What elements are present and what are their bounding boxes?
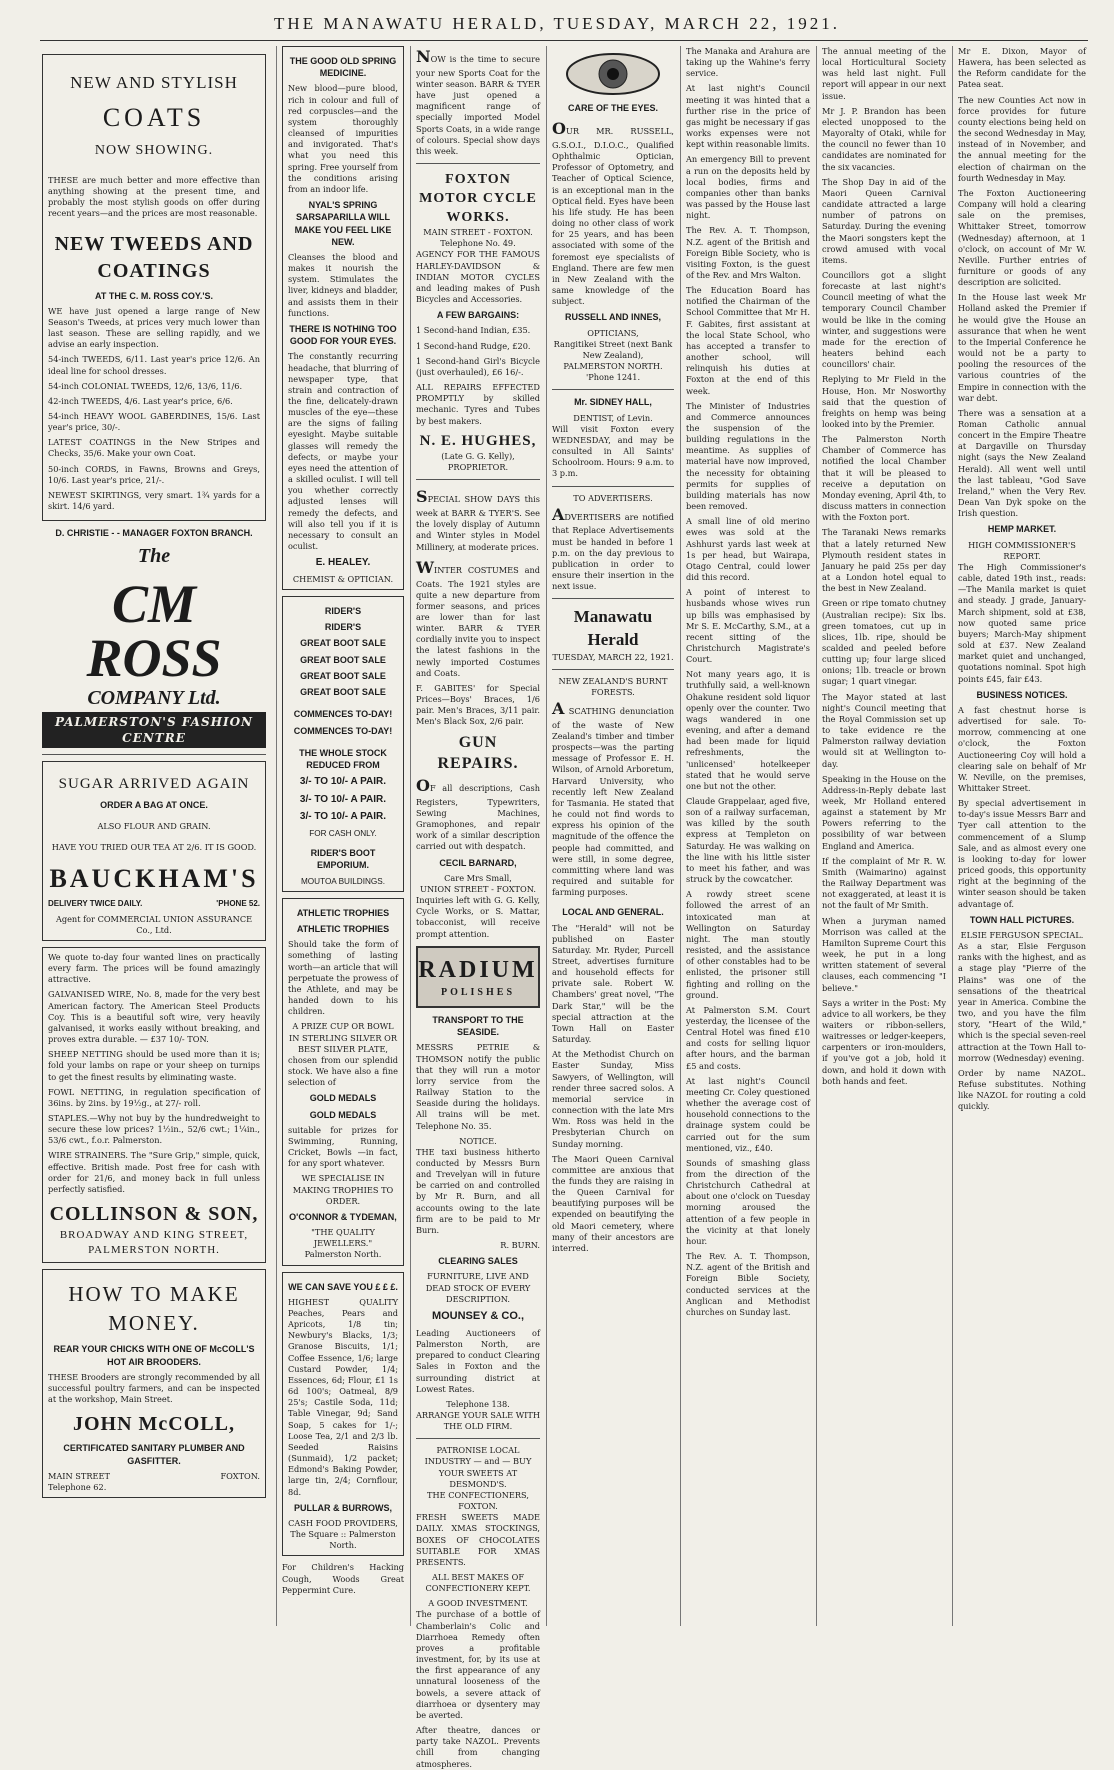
news-item: A small line of old merino ewes was sold at the Ashhurst yards last week at 1s per head, but Wairapa, Otago Central, could lower did this record.	[686, 516, 810, 583]
news-item: In the House last week Mr Holland asked the Premier if he would give the House an assurance that when he went to the Imperial Conference he would not be a party to pooling the resources of the various countries of the Empire in connection with the war debt.	[958, 292, 1086, 403]
column-5	[686, 46, 810, 1626]
repairs: ALL REPAIRS EFFECTED PROMPTLY by skilled mechanic. Tyres and Tubes by best makers.	[416, 382, 540, 426]
bauckham-name: BAUCKHAM'S	[49, 864, 259, 894]
riders-title: RIDER'S	[324, 622, 362, 633]
medals: GOLD MEDALS	[309, 1093, 377, 1104]
pair-price: 3/- TO 10/- A PAIR.	[299, 776, 387, 788]
hughes-sub: (Late G. G. Kelly),	[441, 451, 515, 462]
pair-price: 3/- TO 10/- A PAIR.	[299, 811, 387, 823]
oconnor-town: Palmerston North.	[304, 1249, 382, 1260]
foxton-title: FOXTON MOTOR CYCLE WORKS.	[419, 172, 537, 226]
news-item: A rowdy street scene followed the arrest of an intoxicated man at Wellington on Saturday night. The man stoutly resisted, and the assistance of other constables had to be enlisted, the prisoner still fighting and rolling on the ground.	[686, 889, 810, 1000]
paper-date: TUESDAY, MARCH 22, 1921.	[552, 651, 674, 662]
collinson-name: COLLINSON & SON,	[49, 1203, 259, 1226]
healey-ad	[282, 46, 404, 590]
pullar-sub: CASH FOOD PROVIDERS,	[288, 1517, 398, 1528]
athletic-title: ATHLETIC TROPHIES	[296, 907, 390, 918]
news-item: When a juryman named Morrison was called at the Hamilton Supreme Court this week, he put in a long written statement of several clauses, each commencing "I believe."	[822, 915, 946, 993]
investment-body: The purchase of a bottle of Chamberlain's Colic and Diarrhoea Remedy often proves a profitable investment, for, by its use at the first appearance of any unnatural looseness of the bowels, a severe attack of diarrhoea or dysentery may be averted.	[416, 1609, 540, 1720]
wire-body: We quote to-day four wanted lines on practically every farm. The prices will be found amazingly attractive.	[48, 951, 260, 985]
boot-sale: GREAT BOOT SALE	[300, 687, 386, 698]
wire-item: SHEEP NETTING should be used more than it is; fold your lambs on rape or your sheep on turnips to get the finest results by eliminating waste.	[48, 1049, 260, 1082]
radium-sub: POLISHES	[440, 987, 516, 999]
russell-addr: Rangitikei Street (next Bank New Zealand), PALMERSTON NORTH.	[553, 338, 673, 372]
barnard-note: Inquiries left with G. G. Kelly, Cycle Works, or S. Mattar, tobacconist, will receive prompt attention.	[416, 895, 540, 939]
news-item: Green or ripe tomato chutney (Australian recipe): Six lbs. green tomatoes, cut up in slices, 1lb. ripe, should be scalded and peeled before cutting up; four large sliced onions; 1lb. treacle or brown sugar; 1 quart vinegar.	[822, 598, 946, 687]
top-rule	[40, 40, 1088, 41]
news-item: A point of interest to husbands whose wives run up bills was emphasised by Mr S. E. McCarthy, S.M., at a recent sitting of the Christchurch Magistrate's Court.	[686, 587, 810, 665]
collinson-town: PALMERSTON NORTH.	[88, 1244, 220, 1257]
manager-line: D. CHRISTIE - - MANAGER FOXTON BRANCH.	[55, 528, 253, 539]
news-item: There was a sensation at a Roman Catholic annual concert in the Empire Theatre at Dargaville on Thursday night (says the New Zealand Herald). All went well until the last tableau, "God Save Ireland," when the Very Rev. Dean Van Dyk spoke on the Irish question.	[958, 407, 1086, 519]
tweeds-body: WE have just opened a large range of New Season's Tweeds, at prices very much lower than last season. These are selling rapidly, and we advise an early inspection.	[48, 305, 260, 350]
oconnor-sub: "THE QUALITY JEWELLERS."	[311, 1227, 375, 1249]
save-title: WE CAN SAVE YOU £ £ £.	[288, 1281, 398, 1292]
bargain-item: 1 Second-hand Indian, £35.	[416, 325, 531, 336]
tweeds-item: 54-inch TWEEDS, 6/11. Last year's price 12/6. An ideal line for school dresses.	[48, 354, 260, 376]
column-6	[822, 46, 946, 1626]
foxton-phone: Telephone No. 49.	[440, 238, 516, 249]
news-item: Sounds of smashing glass from the direction of the Christchurch Cathedral at about one o'clock on Tuesday morning aroused the attention of a few people in the vicinity at that lonely hour.	[686, 1157, 810, 1246]
news-item: Mr E. Dixon, Mayor of Hawera, has been selected as the Reform candidate for the Patea seat.	[958, 46, 1086, 90]
gun-body: OF all descriptions, Cash Registers, Typewriters, Sewing Machines, Gramophones, and repair work of a similar description carried out with despatch.	[416, 776, 540, 852]
medals: GOLD MEDALS	[309, 1109, 377, 1120]
confectioners: THE CONFECTIONERS, FOXTON.	[427, 1489, 529, 1512]
masthead: THE MANAWATU HERALD, TUESDAY, MARCH 22, 1921.	[274, 14, 840, 33]
hemp-sub: HIGH COMMISSIONER'S REPORT.	[968, 539, 1076, 561]
barnard-addr: UNION STREET - FOXTON.	[420, 883, 536, 894]
collinson-ad	[42, 947, 266, 1263]
column-7	[958, 46, 1086, 1626]
hemp-title: HEMP MARKET.	[987, 524, 1057, 535]
news-item: The Palmerston North Chamber of Commerce has notified the local Chamber that it will be pleased to receive a deputation on Monday evening, April 4th, to discuss matters in connection with the Foxton port.	[822, 434, 946, 523]
pullar-name: PULLAR & BURROWS,	[294, 1502, 392, 1513]
news-item: Mr J. P. Brandon has been elected unopposed to the Mayoralty of Otaki, while for the council no fewer than 10 candidates are nominated for the six vacancies.	[822, 105, 946, 172]
notice-body: THE taxi business hitherto conducted by Messrs Burn and Trevelyan will in future be carried on and controlled by Mr R. Burn, and all accounts owing to the late firm are to be paid to Mr Burn.	[416, 1146, 540, 1235]
coats-title-1: NEW AND STYLISH	[70, 73, 238, 92]
mccoll-phone: Telephone 62.	[48, 1482, 107, 1493]
column-4	[552, 46, 674, 1626]
mounsey-body: Leading Auctioneers of Palmerston North, are prepared to conduct Clearing Sales in Foxton and the surrounding district at Lowest Rates.	[416, 1327, 540, 1394]
transport-body: MESSRS PETRIE & THOMSON notify the public that they will run a motor lorry service from the Railway Station to the Seaside during the holidays. All trains will be met. Telephone No. 35.	[416, 1042, 540, 1131]
mccoll-town: FOXTON.	[220, 1470, 260, 1481]
bauckham-ad	[42, 761, 266, 940]
local-body: The "Herald" will not be published on Easter Saturday. Mr. Ryder, Purcell Street, advertises furniture and household effects for private sale. Robert W. Chambers' great novel, "The Dark Star," will be the special attraction at the Town Hall on Easter Saturday.	[552, 922, 674, 1045]
mccoll-addr: MAIN STREET	[48, 1470, 110, 1481]
winter-body: WINTER COSTUMES and Coats. The 1921 styles are quite a new departure from former seasons, and prices are lower than for last winter. BARR & TYER cordially invite you to inspect the latest fashions in the newly imported Costumes and Coats.	[416, 557, 540, 678]
news-item: The Rev. A. T. Thompson, N.Z. agent of the British and Foreign Bible Society, who is visiting Foxton, is the guest of the Rev. and Mrs Walton.	[686, 225, 810, 280]
radium-title: RADIUM	[418, 956, 538, 983]
column-2	[282, 46, 404, 1626]
news-item: The Rev. A. T. Thompson, N.Z. agent of the British and Foreign Bible Society, conducted services at the Anglican and Methodist churches on Sunday last.	[686, 1251, 810, 1317]
news-item: The Shop Day in aid of the Maori Queen Carnival candidate attracted a large number of patrons on Saturday. During the evening the Maori songsters kept the crowd amused with vocal items.	[822, 176, 946, 265]
tweeds-item: NEWEST SKIRTINGS, very smart. 1¾ yards for a skirt. 14/6 yard.	[48, 489, 260, 512]
clearing-title: CLEARING SALES	[438, 1256, 518, 1267]
foxton-addr: MAIN STREET - FOXTON.	[423, 227, 533, 238]
barnard-name: CECIL BARNARD,	[439, 857, 517, 868]
money-title: HOW TO MAKE MONEY.	[68, 1282, 240, 1335]
prize-body: chosen from our splendid stock. We have also a fine selection of	[288, 1054, 398, 1088]
forests-title: NEW ZEALAND'S BURNT FORESTS.	[558, 675, 668, 697]
tweeds-title: NEW TWEEDS AND COATINGS	[54, 233, 254, 283]
commences: COMMENCES TO-DAY!	[293, 709, 393, 720]
gabites: F. GABITES' for Special Prices—Boys' Braces, 1/6 pair. Men's Braces, 3/11 pair. Men's Black Sox, 2/6 pair.	[416, 682, 540, 727]
news-item: The Minister of Industries and Commerce announces the suspension of the building regulations in the meantime. As supplies of material have now improved, the necessity for obtaining permits for supplies of building materials has now been removed.	[686, 400, 810, 512]
boot-sale: GREAT BOOT SALE	[300, 654, 386, 665]
collinson-addr: BROADWAY AND KING STREET,	[59, 1229, 249, 1242]
ross-centre: PALMERSTON'S FASHION CENTRE	[42, 712, 266, 749]
news-item: At last night's Council meeting it was hinted that a further rise in the price of gas might be necessary if gas works expenses were not kept within reasonable limits.	[686, 83, 810, 150]
agent-line: Agent for COMMERCIAL UNION ASSURANCE Co., Ltd.	[55, 913, 253, 935]
trophies-ad	[282, 898, 404, 1266]
athletic-body: Should take the form of something of lasting worth—an article that will perpetuate the prowess of the Athlete, and may be handed down to his children.	[288, 939, 398, 1017]
specialise: WE SPECIALISE IN MAKING TROPHIES TO ORDER.	[292, 1173, 394, 1206]
eyes-body: OUR MR. RUSSELL, G.S.O.I., D.I.O.C., Qualified Ophthalmic Optician, Professor of Optometry, and Teacher of Optical Science, is an exceptional man in the Optical field. Eyes have been his life study. He has been doing no other class of work for 25 years, and has been associated with some of the foremost eye specialists of England. There are few men in New Zealand with the same knowledge of the subject.	[552, 119, 674, 307]
russell-phone: 'Phone 1241.	[585, 372, 641, 383]
hemp-body: The High Commissioner's cable, dated 19th inst., reads:—The Manila market is quiet and steady. J grade, January-March shipment, sold at £38, now quoted same price buyers; March-May shipment sold at £37. New Zealand market quiet and unchanged, quotations nominal. Spot high points £45, fair £43.	[958, 561, 1086, 684]
town-title: TOWN HALL PICTURES.	[969, 914, 1075, 925]
column-1	[42, 46, 266, 1626]
emporium: RIDER'S BOOT EMPORIUM.	[310, 848, 376, 871]
now-body: NOW is the time to secure your new Sports Coat for the winter season. BARR & TYER have just opened a magnificent range of specially imported Model Sports Coats, in a wide range of colours. Special show days this week.	[416, 47, 540, 156]
clearing-body: FURNITURE, LIVE AND DEAD STOCK OF EVERY DESCRIPTION.	[425, 1271, 531, 1304]
phone-line: 'PHONE 52.	[216, 898, 260, 908]
riders-title: RIDER'S	[324, 605, 362, 616]
spring-body: New blood—pure blood, rich in colour and full of red corpuscles—and the system thoroughly cleansed of impurities and invigorated. That's what you need this spring. Free yourself from the conditions arising from an indoor life.	[288, 83, 398, 194]
ross-company: COMPANY Ltd.	[87, 686, 221, 709]
ross-logo	[42, 543, 266, 748]
pullar-addr: The Square :: Palmerston North.	[290, 1529, 396, 1551]
mounsey-name: MOUNSEY & CO.,	[431, 1309, 525, 1322]
advertisers-title: TO ADVERTISERS.	[573, 492, 653, 503]
eyes-title: THERE IS NOTHING TOO GOOD FOR YOUR EYES.	[289, 323, 397, 347]
best-makes: ALL BEST MAKES OF CONFECTIONERY KEPT.	[425, 1572, 531, 1594]
news-item: The annual meeting of the local Horticultural Society was held last night. Full report will appear in our next issue.	[822, 46, 946, 101]
patronise: PATRONISE LOCAL INDUSTRY — and — BUY YOUR SWEETS AT DESMOND'S.	[424, 1445, 532, 1489]
ross-name: CM ROSS	[86, 573, 222, 688]
dentist-name: Mr. SIDNEY HALL,	[574, 397, 652, 408]
news-item: An emergency Bill to prevent a run on the deposits held by local bodies, firms and companies other than banks was passed by the House last night.	[686, 154, 810, 221]
radium-logo	[416, 946, 540, 1008]
cash-only: FOR CASH ONLY.	[309, 829, 377, 839]
paper-name: Manawatu Herald	[573, 607, 653, 650]
whole-stock: THE WHOLE STOCK REDUCED FROM	[299, 747, 387, 771]
dentist-body: Will visit Foxton every WEDNESDAY, and may be consulted in All Saints' Schoolroom. Hours: 9 a.m. to 3 p.m.	[552, 423, 674, 479]
forests-body: A SCATHING denunciation of the waste of New Zealand's timber and timber prospects—was the parting message of Professor E. H. Wilson, of Arnold Arboretum, Harvard University, who recently left New Zealand for Tasmania. He stated that he could not find words to express his opinion of the magnitude of the offence the people had committed, and were still, in some degree, committing where land was required and suitable for farming purposes.	[552, 699, 674, 898]
wire-item: STAPLES.—Why not buy by the hundredweight to secure these low prices? 1½in., 52/6 cwt.; 1¼in., 53/6 cwt., f.o.r. Palmerston.	[48, 1112, 260, 1146]
special-body: SPECIAL SHOW DAYS this week at BARR & TYER'S. See the lovely display of Autumn and Winter styles in Model Millinery, at moderate prices.	[416, 487, 540, 552]
bargains-title: A FEW BARGAINS:	[436, 310, 520, 321]
news-item: The new Counties Act now in force provides for future county elections being held on the second Wednesday in May, instead of in November, and the annual meeting for the election of chairman on the fourth Wednesday in May.	[958, 94, 1086, 183]
news-item: The Foxton Auctioneering Company will hold a clearing sale on the premises, Whittaker Street, tomorrow (Wednesday) afternoon, at 1 o'clock, on account of Mr W. Neville. Further entries of furniture or goods of any description are solicited.	[958, 187, 1086, 288]
news-item: At Palmerston S.M. Court yesterday, the licensee of the Central Hotel was fined £10 and costs for selling liquor after hours, and the barman £5 and costs.	[686, 1004, 810, 1071]
tweeds-item: 42-inch TWEEDS, 4/6. Last year's price, 6/6.	[48, 395, 233, 406]
eyes-body: The constantly recurring headache, that blurring of newspaper type, that strain and contraction of the fine, delicately-drawn muscles of the eye—these are the signs of failing eyesight. Maybe suitable glasses will remedy the defects, or maybe your eyes need the attention of a skilled oculist. I will tell you whether correctly adjusted lenses will remedy the defects, and will also tell you if it is necessary to consult an oculist.	[288, 351, 398, 552]
money-sub: REAR YOUR CHICKS WITH ONE OF McCOLL'S HOT AIR BROODERS.	[53, 1344, 255, 1367]
eye-illustration	[563, 50, 663, 98]
ross-the: The	[137, 545, 171, 568]
pullar-note: For Children's Hacking Cough, Woods Great Peppermint Cure.	[282, 1562, 404, 1595]
medals-body: suitable for prizes for Swimming, Running, Cricket, Bowls —in fact, for any sport whatever.	[288, 1124, 398, 1169]
tea-line: HAVE YOU TRIED OUR TEA AT 2/6. IT IS GOOD.	[51, 842, 257, 853]
wire-item: FOWL NETTING, in regulation specification of 36ins. by 2ins. by 19½g., at 27/- roll.	[48, 1086, 260, 1108]
investment-title: A GOOD INVESTMENT.	[428, 1598, 528, 1609]
news-item: The Taranaki News remarks that a lately returned New Plymouth resident states in January he paid 25s per day at a London hotel equal to the best in New Zealand.	[822, 527, 946, 594]
coats-body: THESE are much better and more effective than anything showing at the present time, and probably the most stylish goods on offer during recent years—and the prices are most reasonable.	[48, 174, 260, 218]
healey-name: E. HEALEY.	[315, 557, 371, 569]
news-item: The Mayor stated at last night's Council meeting that the Royal Commission set up to take evidence re the Palmerston railway deviation would sit at Wellington to-day.	[822, 691, 946, 769]
tweeds-item: 50-inch CORDS, in Fawns, Browns and Greys, 10/6. Last year's price, 21/-.	[48, 463, 260, 485]
news-item: Says a writer in the Post: My advice to all workers, be they waiters or ribbon-sellers, waitresses or ledger-keepers, carpenters or iron-moulders, if you've got a job, hold it down, and hold it down with both hands and feet.	[822, 997, 946, 1086]
flour-line: ALSO FLOUR AND GRAIN.	[97, 821, 211, 832]
barnard-sub: Care Mrs Small,	[444, 872, 512, 883]
news-item: Councillors got a slight forecaste at last night's Council meeting of what the temporary Council Chamber would be like in the coming winter, and suggestions were made for the erection of heaters behind each councillors' chair.	[822, 269, 946, 370]
money-body: THESE Brooders are strongly recommended by all successful poultry farmers, and can be inspected at the workshop, Main Street.	[48, 1371, 260, 1405]
advertisers-body: ADVERTISERS are notified that Replace Advertisements must be handed in before 1 p.m. on the day previous to publication in order to ensure their insertion in the next issue.	[552, 504, 674, 592]
bargain-item: 1 Second-hand Girl's Bicycle (just overhauled), £6 16/-.	[416, 355, 540, 377]
tweeds-item: LATEST COATINGS in the New Stripes and Checks, 35/6. Make your own Coat.	[48, 437, 260, 459]
commences: COMMENCES TO-DAY!	[293, 725, 393, 736]
save-body: HIGHEST QUALITY Peaches, Pears and Apricots, 1/8 tin; Newbury's Blacks, 1/3; Granose Biscuits, 1/1; Coffee Essence, 1/6; large Custard Powder, 1/4; Essences, 6d; Flour, £1 1s 6d 100's; Oatmeal, 8/9 25's; Castile Soda, 11d; Table Vinegar, 9d; Sand Soap, 5 cakes for 1/-; Loose Tea, 2/1 and 2/3 lb. Seeded Raisins (Sunmaid), 1/2 packet; Edmond's Baking Powder, large tin, 2/4; Cornflour, 8d.	[288, 1296, 398, 1497]
news-item: Claude Grappelaar, aged five, son of a railway surfaceman, was killed by the south express at Templeton on Saturday. He was walking on the line with his little sister to meet his father, and was struck by the cowcatcher.	[686, 796, 810, 885]
pullar-ad	[282, 1272, 404, 1557]
town-body: As a star, Elsie Ferguson ranks with the highest, and as a stage play "Pierre of the Plains" was one of the sensations of the theatrical year in America. Combine the two, and you have the film story, "Heart of the Wild," which is the special seven-reel attraction at the Town Hall to-morrow (Wednesday) evening.	[958, 941, 1086, 1063]
prize-line: A PRIZE CUP OR BOWL IN STERLING SILVER OR BEST SILVER PLATE,	[288, 1021, 398, 1054]
fresh: FRESH SWEETS MADE DAILY. XMAS STOCKINGS, BOXES OF CHOCOLATES SUITABLE FOR XMAS PRESENTS.	[416, 1512, 540, 1567]
tweeds-item: 54-inch COLONIAL TWEEDS, 12/6, 13/6, 11/6.	[48, 380, 243, 391]
athletic-title: ATHLETIC TROPHIES	[296, 924, 390, 935]
coats-title-3: NOW SHOWING.	[94, 143, 214, 159]
nazol-note: Order by name NAZOL. Refuse substitutes. Nothing like NAZOL for routing a cold quickly.	[958, 1067, 1086, 1112]
notice-title: NOTICE.	[459, 1135, 497, 1146]
local-body: The Maori Queen Carnival committee are anxious that the funds they are raising in the Queen Carnival for beautifying purposes will be expended on beautifying the old Maori cemetery, where many of their ancestors are interred.	[552, 1153, 674, 1253]
sugar-title: SUGAR ARRIVED AGAIN	[58, 776, 250, 793]
business-body: By special advertisement in to-day's issue Messrs Barr and Tyer call attention to the commencement of a Slump Sale, and as almost every one is looking to-day for lower priced goods, this opportunity right at the beginning of the winter season should be taken advantage of.	[958, 798, 1086, 909]
nyal-body: Cleanses the blood and makes it nourish the system. Stimulates the liver, kidneys and bladder, and assists them in their functions.	[288, 251, 398, 318]
russell-name: RUSSELL AND INNES,	[564, 312, 661, 323]
coats-title-2: COATS	[102, 103, 206, 133]
mounsey-tel: Telephone 138.	[446, 1398, 510, 1409]
pair-price: 3/- TO 10/- A PAIR.	[299, 793, 387, 805]
after-note: After theatre, dances or party take NAZOL. Prevents chill from changing atmospheres.	[416, 1725, 540, 1769]
news-item: If the complaint of Mr R. W. Smith (Waimarino) against the Railway Department was not exaggerated, at least it is not the fault of Mr Smith.	[822, 855, 946, 911]
foxton-body: AGENCY FOR THE FAMOUS HARLEY-DAVIDSON & INDIAN MOTOR CYCLES and leading makes of Push Bicycles and Accessories.	[416, 249, 540, 305]
mccoll-sub: CERTIFICATED SANITARY PLUMBER AND GASFITTER.	[63, 1443, 245, 1466]
notice-sign: R. BURN.	[500, 1240, 540, 1251]
news-item: Replying to Mr Field in the House, Hon. Mr Nosworthy said that the question of freights on hemp was being looked into by the Premier.	[822, 374, 946, 429]
news-item: At last night's Council meeting Cr. Coley questioned whether the average cost of household connections to the drainage system could be carried out for the sum mentioned, viz., £40.	[686, 1075, 810, 1153]
local-title: LOCAL AND GENERAL.	[562, 907, 664, 918]
hughes-name: N. E. HUGHES,	[419, 432, 537, 449]
business-title: BUSINESS NOTICES.	[976, 689, 1068, 700]
mccoll-name: JOHN McCOLL,	[73, 1413, 235, 1436]
tweeds-sub: AT THE C. M. ROSS COY.'S.	[95, 290, 213, 301]
boot-sale: GREAT BOOT SALE	[300, 670, 386, 681]
spring-title: THE GOOD OLD SPRING MEDICINE.	[289, 56, 397, 79]
news-item: The Manaka and Arahura are taking up the Wahine's ferry service.	[686, 46, 810, 79]
news-item: Not many years ago, it is truthfully said, a well-known Ohakune resident sold liquor openly over the counter. Two wags wandered in one evening, and after a demand had been made for liquid refreshments, the 'unlicensed' hotelkeeper stated that he would serve one but not the other.	[686, 669, 810, 791]
news-item: The Education Board has notified the Chairman of the School Committee that Mr H. F. Gabites, first assistant at the local State School, who has accepted a transfer to another school, will relinquish his duties at Foxton at the end of this week.	[686, 285, 810, 396]
russell-sub: OPTICIANS,	[587, 327, 639, 338]
business-body: A fast chestnut horse is advertised for sale. To-morrow, commencing at one o'clock, the Foxton Auctioneering Coy will hold a clearing sale on behalf of Mr W. Neville, on the premises, Whittaker Street.	[958, 704, 1086, 793]
tweeds-item: 54-inch HEAVY WOOL GABERDINES, 15/6. Last year's price, 30/-.	[48, 410, 260, 433]
sugar-sub: ORDER A BAG AT ONCE.	[100, 799, 208, 810]
mccoll-ad	[42, 1269, 266, 1498]
gun-title: GUN REPAIRS.	[437, 733, 519, 773]
bargain-item: 1 Second-hand Rudge, £20.	[416, 340, 531, 351]
column-3	[416, 46, 541, 1769]
news-item: Speaking in the House on the Address-in-Reply debate last week, Mr Holland entered against a statement by Mr Powers referring to the possibility of war between England and America.	[822, 773, 946, 851]
wire-item: WIRE STRAINERS. The "Sure Grip," simple, quick, effective. British made. Post free for cash with order for 21/6, and money back in full unless perfectly satisfied.	[48, 1150, 260, 1194]
wire-item: GALVANISED WIRE, No. 8, made for the very best American factory. The American Steel Products Coy. This is a beautiful soft wire, very heavily galvanised, it works easily without breaking, and proves extra durable. — £37 10/- TON.	[48, 989, 260, 1045]
boot-sale: GREAT BOOT SALE	[300, 638, 386, 649]
town-sub: ELSIE FERGUSON SPECIAL.	[960, 929, 1084, 940]
nyal-title: NYAL'S SPRING SARSAPARILLA WILL MAKE YOU FEEL LIKE NEW.	[294, 200, 392, 247]
dentist-sub: DENTIST, of Levin.	[573, 412, 653, 423]
local-body: At the Methodist Church on Easter Sunday, Miss Sawyers, of Wellington, will render three sacred solos. A memorial service in connection with the late Mrs Wm. Ross was held in the Presbyterian Church on Sunday morning.	[552, 1049, 674, 1149]
riders-ad	[282, 596, 404, 892]
arrange: ARRANGE YOUR SALE WITH THE OLD FIRM.	[416, 1409, 541, 1432]
hughes-prop: PROPRIETOR.	[447, 462, 509, 473]
oconnor-name: O'CONNOR & TYDEMAN,	[289, 1211, 397, 1222]
coats-ad	[42, 54, 266, 521]
moutoa: MOUTOA BUILDINGS.	[300, 876, 385, 886]
eyes-title: CARE OF THE EYES.	[567, 103, 658, 113]
healey-sub: CHEMIST & OPTICIAN.	[292, 573, 394, 584]
delivery-line: DELIVERY TWICE DAILY.	[48, 898, 143, 908]
transport-title: TRANSPORT TO THE SEASIDE.	[432, 1014, 524, 1038]
